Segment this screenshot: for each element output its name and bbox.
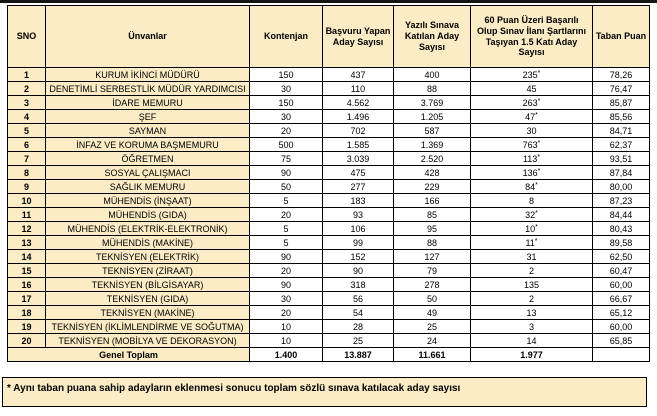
cell-base_score: 62,37 <box>593 138 650 152</box>
cell-passed: 113* <box>471 152 593 166</box>
table-row <box>8 138 650 152</box>
cell-sno: 16 <box>8 278 46 292</box>
cell-written: 88 <box>394 236 471 250</box>
cell-title: MÜHENDİS (ELEKTRİK-ELEKTRONİK) <box>46 222 250 236</box>
cell-sno: 13 <box>8 236 46 250</box>
cell-applicants: 1.585 <box>323 138 394 152</box>
cell-sno: 3 <box>8 96 46 110</box>
table-body <box>8 68 650 348</box>
cell-base_score: 85,87 <box>593 96 650 110</box>
cell-written: 127 <box>394 250 471 264</box>
cell-applicants: 437 <box>323 68 394 82</box>
cell-base_score: 89,58 <box>593 236 650 250</box>
cell-passed: 3 <box>471 320 593 334</box>
cell-title: TEKNİSYEN (İKLİMLENDİRME VE SOĞUTMA) <box>46 320 250 334</box>
table-row <box>8 334 650 348</box>
cell-passed: 2 <box>471 292 593 306</box>
cell-quota: 150 <box>250 68 323 82</box>
cell-title: MÜHENDİS (İNŞAAT) <box>46 194 250 208</box>
cell-quota: 5 <box>250 236 323 250</box>
cell-passed: 2 <box>471 264 593 278</box>
cell-passed: 31 <box>471 250 593 264</box>
cell-written: 24 <box>394 334 471 348</box>
total-label: Genel Toplam <box>8 348 250 362</box>
cell-title: ŞEF <box>46 110 250 124</box>
cell-written: 95 <box>394 222 471 236</box>
cell-title: SOSYAL ÇALIŞMACI <box>46 166 250 180</box>
table-row <box>8 236 650 250</box>
cell-applicants: 183 <box>323 194 394 208</box>
table-row <box>8 82 650 96</box>
cell-applicants: 93 <box>323 208 394 222</box>
cell-quota: 5 <box>250 222 323 236</box>
cell-applicants: 28 <box>323 320 394 334</box>
cell-sno: 18 <box>8 306 46 320</box>
cell-title: MÜHENDİS (GIDA) <box>46 208 250 222</box>
total-base-score-empty <box>593 348 650 362</box>
cell-passed: 10* <box>471 222 593 236</box>
table-row <box>8 208 650 222</box>
cell-title: TEKNİSYEN (MOBİLYA VE DEKORASYON) <box>46 334 250 348</box>
column-header-written: Yazılı Sınava Katılan Aday Sayısı <box>394 6 471 68</box>
cell-title: SAYMAN <box>46 124 250 138</box>
column-header-applicants: Başvuru Yapan Aday Sayısı <box>323 6 394 68</box>
cell-sno: 7 <box>8 152 46 166</box>
cell-sno: 14 <box>8 250 46 264</box>
cell-written: 229 <box>394 180 471 194</box>
cell-applicants: 318 <box>323 278 394 292</box>
header-row <box>8 6 650 68</box>
table-row <box>8 194 650 208</box>
cell-passed: 263* <box>471 96 593 110</box>
cell-title: ÖĞRETMEN <box>46 152 250 166</box>
asterisk-marker: * <box>535 223 538 231</box>
cell-base_score: 62,50 <box>593 250 650 264</box>
asterisk-marker: * <box>537 153 541 161</box>
cell-applicants: 4.562 <box>323 96 394 110</box>
cell-applicants: 702 <box>323 124 394 138</box>
footnote-box <box>2 377 647 407</box>
cell-base_score: 65,85 <box>593 334 650 348</box>
table-row <box>8 222 650 236</box>
table-row <box>8 152 650 166</box>
cell-applicants: 56 <box>323 292 394 306</box>
column-header-title: Ünvanlar <box>46 6 250 68</box>
cell-written: 3.769 <box>394 96 471 110</box>
cell-sno: 9 <box>8 180 46 194</box>
cell-base_score: 65,12 <box>593 306 650 320</box>
table-row <box>8 264 650 278</box>
cell-sno: 8 <box>8 166 46 180</box>
cell-applicants: 25 <box>323 334 394 348</box>
cell-sno: 19 <box>8 320 46 334</box>
cell-passed: 8 <box>471 194 593 208</box>
cell-base_score: 87,84 <box>593 166 650 180</box>
table-row <box>8 250 650 264</box>
total-applicants: 13.887 <box>323 348 394 362</box>
table-row <box>8 110 650 124</box>
cell-quota: 50 <box>250 180 323 194</box>
cell-written: 428 <box>394 166 471 180</box>
cell-title: İDARE MEMURU <box>46 96 250 110</box>
cell-title: SAĞLIK MEMURU <box>46 180 250 194</box>
cell-written: 50 <box>394 292 471 306</box>
cell-quota: 150 <box>250 96 323 110</box>
asterisk-marker: * <box>537 97 541 105</box>
top-border-bar <box>0 0 657 3</box>
cell-base_score: 66,67 <box>593 292 650 306</box>
cell-title: DENETİMLİ SERBESTLİK MÜDÜR YARDIMCISI <box>46 82 250 96</box>
cell-written: 88 <box>394 82 471 96</box>
cell-base_score: 93,51 <box>593 152 650 166</box>
cell-sno: 20 <box>8 334 46 348</box>
cell-passed: 11* <box>471 236 593 250</box>
cell-passed: 45 <box>471 82 593 96</box>
cell-quota: 20 <box>250 306 323 320</box>
cell-passed: 136* <box>471 166 593 180</box>
cell-applicants: 99 <box>323 236 394 250</box>
cell-base_score: 85,56 <box>593 110 650 124</box>
cell-written: 25 <box>394 320 471 334</box>
cell-sno: 6 <box>8 138 46 152</box>
cell-sno: 15 <box>8 264 46 278</box>
cell-sno: 12 <box>8 222 46 236</box>
cell-base_score: 84,44 <box>593 208 650 222</box>
cell-title: TEKNİSYEN (MAKİNE) <box>46 306 250 320</box>
asterisk-marker: * <box>535 181 538 189</box>
cell-base_score: 60,47 <box>593 264 650 278</box>
total-row <box>8 348 650 362</box>
cell-written: 1.205 <box>394 110 471 124</box>
table-row <box>8 320 650 334</box>
cell-base_score: 76,47 <box>593 82 650 96</box>
cell-quota: 30 <box>250 292 323 306</box>
cell-passed: 763* <box>471 138 593 152</box>
cell-applicants: 152 <box>323 250 394 264</box>
asterisk-marker: * <box>535 209 538 217</box>
cell-quota: 20 <box>250 124 323 138</box>
cell-passed: 84* <box>471 180 593 194</box>
cell-base_score: 60,00 <box>593 320 650 334</box>
cell-title: TEKNİSYEN (ELEKTRİK) <box>46 250 250 264</box>
cell-passed: 30 <box>471 124 593 138</box>
cell-quota: 500 <box>250 138 323 152</box>
cell-title: MÜHENDİS (MAKİNE) <box>46 236 250 250</box>
cell-quota: 30 <box>250 82 323 96</box>
cell-base_score: 80,00 <box>593 180 650 194</box>
cell-base_score: 78,26 <box>593 68 650 82</box>
cell-quota: 90 <box>250 166 323 180</box>
table-row <box>8 124 650 138</box>
cell-quota: 5 <box>250 194 323 208</box>
table-row <box>8 68 650 82</box>
cell-written: 278 <box>394 278 471 292</box>
cell-applicants: 3.039 <box>323 152 394 166</box>
footnote-text: * Aynı taban puana sahip adayların eklenmesi sonucu toplam sözlü sınava katılacak aday sayısı <box>7 383 461 394</box>
cell-written: 1.369 <box>394 138 471 152</box>
total-written: 11.661 <box>394 348 471 362</box>
cell-sno: 17 <box>8 292 46 306</box>
cell-written: 85 <box>394 208 471 222</box>
cell-sno: 1 <box>8 68 46 82</box>
cell-written: 400 <box>394 68 471 82</box>
column-header-sno: SNO <box>8 6 46 68</box>
cell-quota: 90 <box>250 250 323 264</box>
table-row <box>8 180 650 194</box>
cell-sno: 4 <box>8 110 46 124</box>
cell-sno: 5 <box>8 124 46 138</box>
cell-written: 166 <box>394 194 471 208</box>
asterisk-marker: * <box>535 111 538 119</box>
cell-sno: 10 <box>8 194 46 208</box>
cell-applicants: 90 <box>323 264 394 278</box>
cell-title: İNFAZ VE KORUMA BAŞMEMURU <box>46 138 250 152</box>
cell-quota: 10 <box>250 320 323 334</box>
cell-sno: 11 <box>8 208 46 222</box>
cell-written: 2.520 <box>394 152 471 166</box>
cell-base_score: 84,71 <box>593 124 650 138</box>
cell-passed: 47* <box>471 110 593 124</box>
table-row <box>8 166 650 180</box>
total-quota: 1.400 <box>250 348 323 362</box>
column-header-passed: 60 Puan Üzeri Başarılı Olup Sınav İlanı Şartlarını Taşıyan 1.5 Katı Aday Sayısı <box>471 6 593 68</box>
cell-applicants: 110 <box>323 82 394 96</box>
asterisk-marker: * <box>537 167 541 175</box>
exam-results-table <box>7 5 650 362</box>
cell-quota: 20 <box>250 208 323 222</box>
cell-passed: 13 <box>471 306 593 320</box>
table-row <box>8 96 650 110</box>
cell-passed: 32* <box>471 208 593 222</box>
column-header-quota: Kontenjan <box>250 6 323 68</box>
cell-passed: 135 <box>471 278 593 292</box>
cell-base_score: 80,43 <box>593 222 650 236</box>
table-row <box>8 292 650 306</box>
asterisk-marker: * <box>534 237 538 245</box>
cell-written: 587 <box>394 124 471 138</box>
cell-passed: 14 <box>471 334 593 348</box>
cell-quota: 75 <box>250 152 323 166</box>
cell-base_score: 87,23 <box>593 194 650 208</box>
cell-base_score: 60,00 <box>593 278 650 292</box>
cell-written: 49 <box>394 306 471 320</box>
cell-applicants: 1.496 <box>323 110 394 124</box>
cell-quota: 10 <box>250 334 323 348</box>
table-row <box>8 278 650 292</box>
cell-applicants: 106 <box>323 222 394 236</box>
total-passed: 1.977 <box>471 348 593 362</box>
cell-applicants: 277 <box>323 180 394 194</box>
cell-title: TEKNİSYEN (GIDA) <box>46 292 250 306</box>
cell-quota: 20 <box>250 264 323 278</box>
cell-quota: 30 <box>250 110 323 124</box>
asterisk-marker: * <box>537 139 541 147</box>
cell-applicants: 475 <box>323 166 394 180</box>
cell-written: 79 <box>394 264 471 278</box>
cell-quota: 90 <box>250 278 323 292</box>
cell-applicants: 54 <box>323 306 394 320</box>
table-row <box>8 306 650 320</box>
cell-sno: 2 <box>8 82 46 96</box>
cell-passed: 235* <box>471 68 593 82</box>
cell-title: KURUM İKİNCİ MÜDÜRÜ <box>46 68 250 82</box>
column-header-base-score: Taban Puan <box>593 6 650 68</box>
asterisk-marker: * <box>537 69 541 77</box>
cell-title: TEKNİSYEN (BİLGİSAYAR) <box>46 278 250 292</box>
cell-title: TEKNİSYEN (ZİRAAT) <box>46 264 250 278</box>
